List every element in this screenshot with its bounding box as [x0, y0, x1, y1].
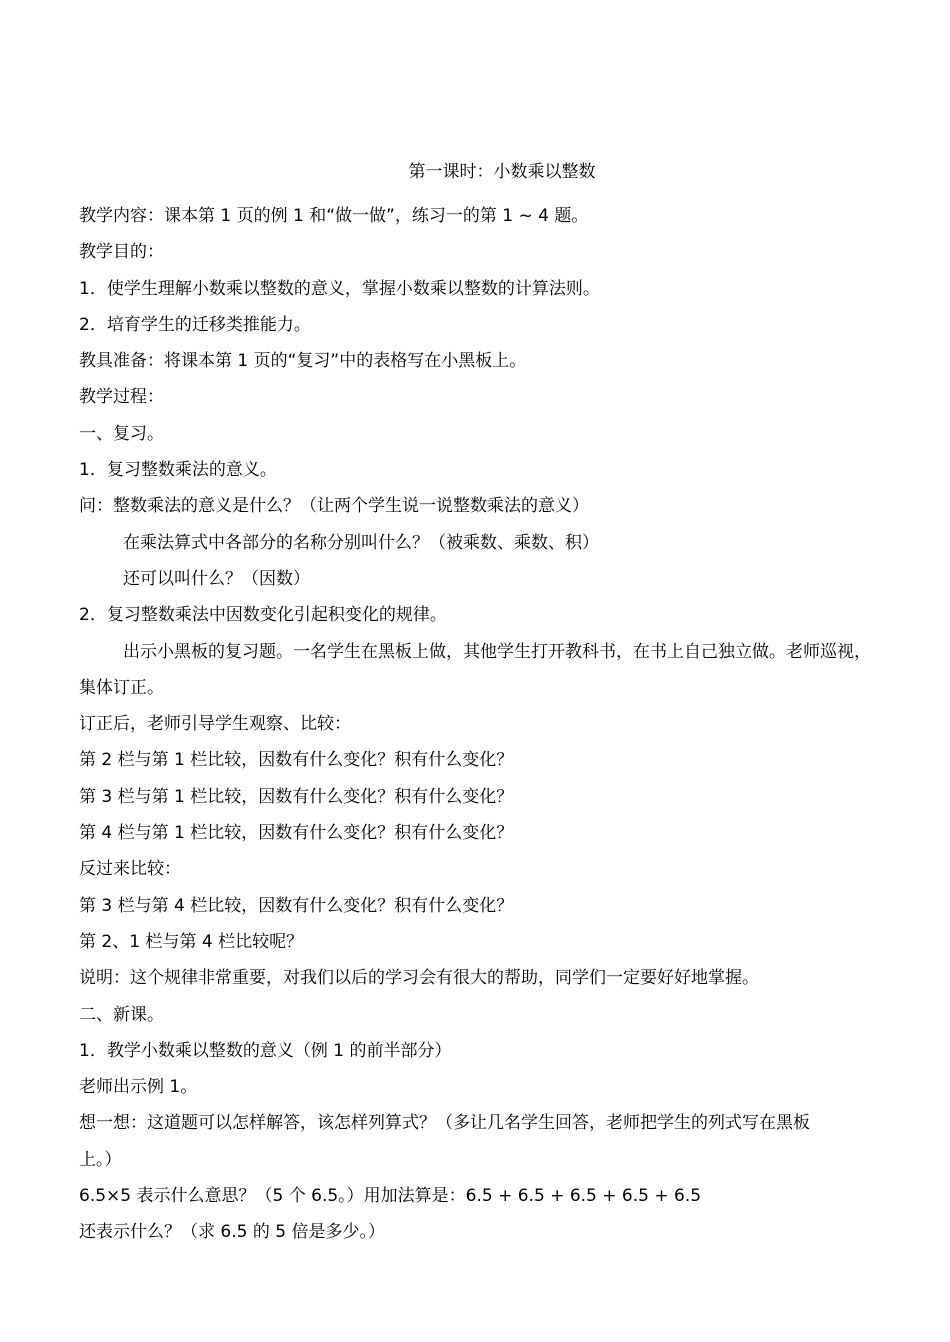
- teaching-goal-heading: 教学目的：: [79, 242, 164, 263]
- teaching-content-line: 教学内容：课本第 1 页的例 1 和“做一做”，练习一的第 1 ~ 4 题。: [79, 206, 589, 226]
- compare-line-4-1: 第 4 栏与第 1 栏比较，因数有什么变化？积有什么变化？: [79, 823, 514, 844]
- page-title: 第一课时：小数乘以整数: [408, 162, 596, 182]
- teaching-process-heading: 教学过程：: [79, 387, 164, 408]
- meaning-line: 6.5×5 表示什么意思？（5 个 6.5。）用加法算是：6.5 + 6.5 + 6.5 + 6.5 + 6.5: [79, 1186, 702, 1207]
- think-line: 想一想：这道题可以怎样解答，该怎样列算式？（多让几名学生回答，老师把学生的列式写在黑板: [79, 1113, 810, 1134]
- think-line-continued: 上。）: [79, 1149, 122, 1170]
- new-lesson-item-1: 1．教学小数乘以整数的意义（例 1 的前半部分）: [79, 1040, 452, 1061]
- compare-line-3-4: 第 3 栏与第 4 栏比较，因数有什么变化？积有什么变化？: [79, 895, 514, 916]
- blackboard-exercise-line: 出示小黑板的复习题。一名学生在黑板上做，其他学生打开教科书，在书上自己独立做。老师巡视，: [123, 641, 871, 662]
- question-line-2: 在乘法算式中各部分的名称分别叫什么？（被乘数、乘数、积）: [123, 532, 599, 553]
- reverse-compare-heading: 反过来比较：: [79, 859, 181, 880]
- section-new-lesson-heading: 二、新课。: [79, 1004, 164, 1025]
- goal-item-2: 2．培育学生的迁移类推能力。: [79, 314, 311, 335]
- section-review-heading: 一、复习。: [79, 423, 164, 444]
- show-example-line: 老师出示例 1。: [79, 1077, 198, 1098]
- compare-line-3-1: 第 3 栏与第 1 栏比较，因数有什么变化？积有什么变化？: [79, 786, 514, 807]
- document-body: [79, 198, 929, 1251]
- explanation-line: 说明：这个规律非常重要，对我们以后的学习会有很大的帮助，同学们一定要好好地掌握。: [79, 968, 759, 989]
- after-correction-line: 订正后，老师引导学生观察、比较：: [79, 714, 351, 735]
- question-line-3: 还可以叫什么？（因数）: [123, 568, 310, 589]
- goal-item-1: 1．使学生理解小数乘以整数的意义，掌握小数乘以整数的计算法则。: [79, 278, 600, 299]
- teaching-aids-line: 教具准备：将课本第 1 页的“复习”中的表格写在小黑板上。: [79, 351, 527, 372]
- question-line-1: 问：整数乘法的意义是什么？（让两个学生说一说整数乘法的意义）: [79, 496, 589, 517]
- compare-line-2-1: 第 2 栏与第 1 栏比较，因数有什么变化？积有什么变化？: [79, 750, 514, 771]
- review-item-2: 2．复习整数乘法中因数变化引起积变化的规律。: [79, 605, 447, 626]
- compare-line-21-4: 第 2、1 栏与第 4 栏比较呢？: [79, 931, 304, 952]
- also-means-line: 还表示什么？（求 6.5 的 5 倍是多少。）: [79, 1222, 385, 1243]
- collective-correction-line: 集体订正。: [79, 677, 164, 698]
- review-item-1: 1．复习整数乘法的意义。: [79, 460, 277, 481]
